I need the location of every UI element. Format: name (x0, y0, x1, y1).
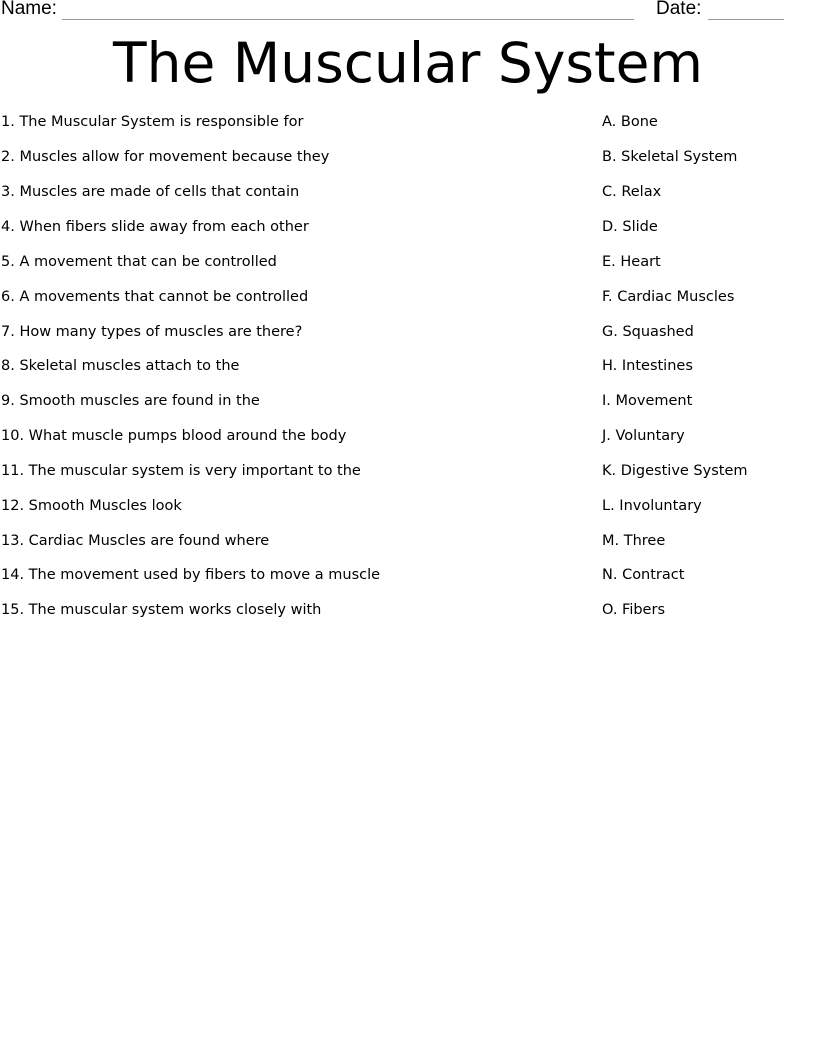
answer-option: F. Cardiac Muscles (602, 289, 735, 305)
question-text: 10. What muscle pumps blood around the body (1, 428, 347, 444)
answer-option: O. Fibers (602, 602, 665, 618)
matching-row (0, 251, 816, 273)
matching-row (0, 564, 816, 586)
name-blank-line (62, 19, 634, 20)
date-label: Date: (656, 0, 702, 19)
question-text: 8. Skeletal muscles attach to the (1, 358, 240, 374)
question-text: 4. When fibers slide away from each other (1, 219, 309, 235)
matching-row (0, 425, 816, 447)
question-text: 6. A movements that cannot be controlled (1, 289, 309, 305)
matching-row (0, 321, 816, 343)
page-title: The Muscular System (112, 31, 703, 95)
date-blank-line (708, 19, 784, 20)
answer-option: C. Relax (602, 184, 662, 200)
matching-row (0, 530, 816, 552)
answer-option: L. Involuntary (602, 498, 702, 514)
matching-row (0, 390, 816, 412)
answer-option: G. Squashed (602, 324, 694, 340)
answer-option: A. Bone (602, 114, 658, 130)
matching-row (0, 111, 816, 133)
matching-row (0, 216, 816, 238)
answer-option: M. Three (602, 533, 666, 549)
header (0, 0, 816, 24)
question-text: 2. Muscles allow for movement because they (1, 149, 330, 165)
question-text: 5. A movement that can be controlled (1, 254, 277, 270)
question-text: 14. The movement used by fibers to move a muscle (1, 567, 381, 583)
answer-option: N. Contract (602, 567, 685, 583)
question-text: 15. The muscular system works closely with (1, 602, 322, 618)
matching-row (0, 146, 816, 168)
question-text: 12. Smooth Muscles look (1, 498, 182, 514)
question-text: 13. Cardiac Muscles are found where (1, 533, 270, 549)
answer-option: I. Movement (602, 393, 693, 409)
question-text: 7. How many types of muscles are there? (1, 324, 303, 340)
name-label: Name: (1, 0, 57, 19)
question-text: 1. The Muscular System is responsible for (1, 114, 304, 130)
matching-row (0, 460, 816, 482)
question-text: 11. The muscular system is very important to the (1, 463, 361, 479)
answer-option: H. Intestines (602, 358, 693, 374)
answer-option: D. Slide (602, 219, 658, 235)
matching-row (0, 286, 816, 308)
matching-row (0, 355, 816, 377)
answer-option: J. Voluntary (602, 428, 685, 444)
answer-option: B. Skeletal System (602, 149, 738, 165)
answer-option: K. Digestive System (602, 463, 748, 479)
matching-row (0, 599, 816, 621)
answer-option: E. Heart (602, 254, 661, 270)
question-text: 9. Smooth muscles are found in the (1, 393, 260, 409)
matching-row (0, 495, 816, 517)
question-text: 3. Muscles are made of cells that contain (1, 184, 300, 200)
matching-row (0, 181, 816, 203)
